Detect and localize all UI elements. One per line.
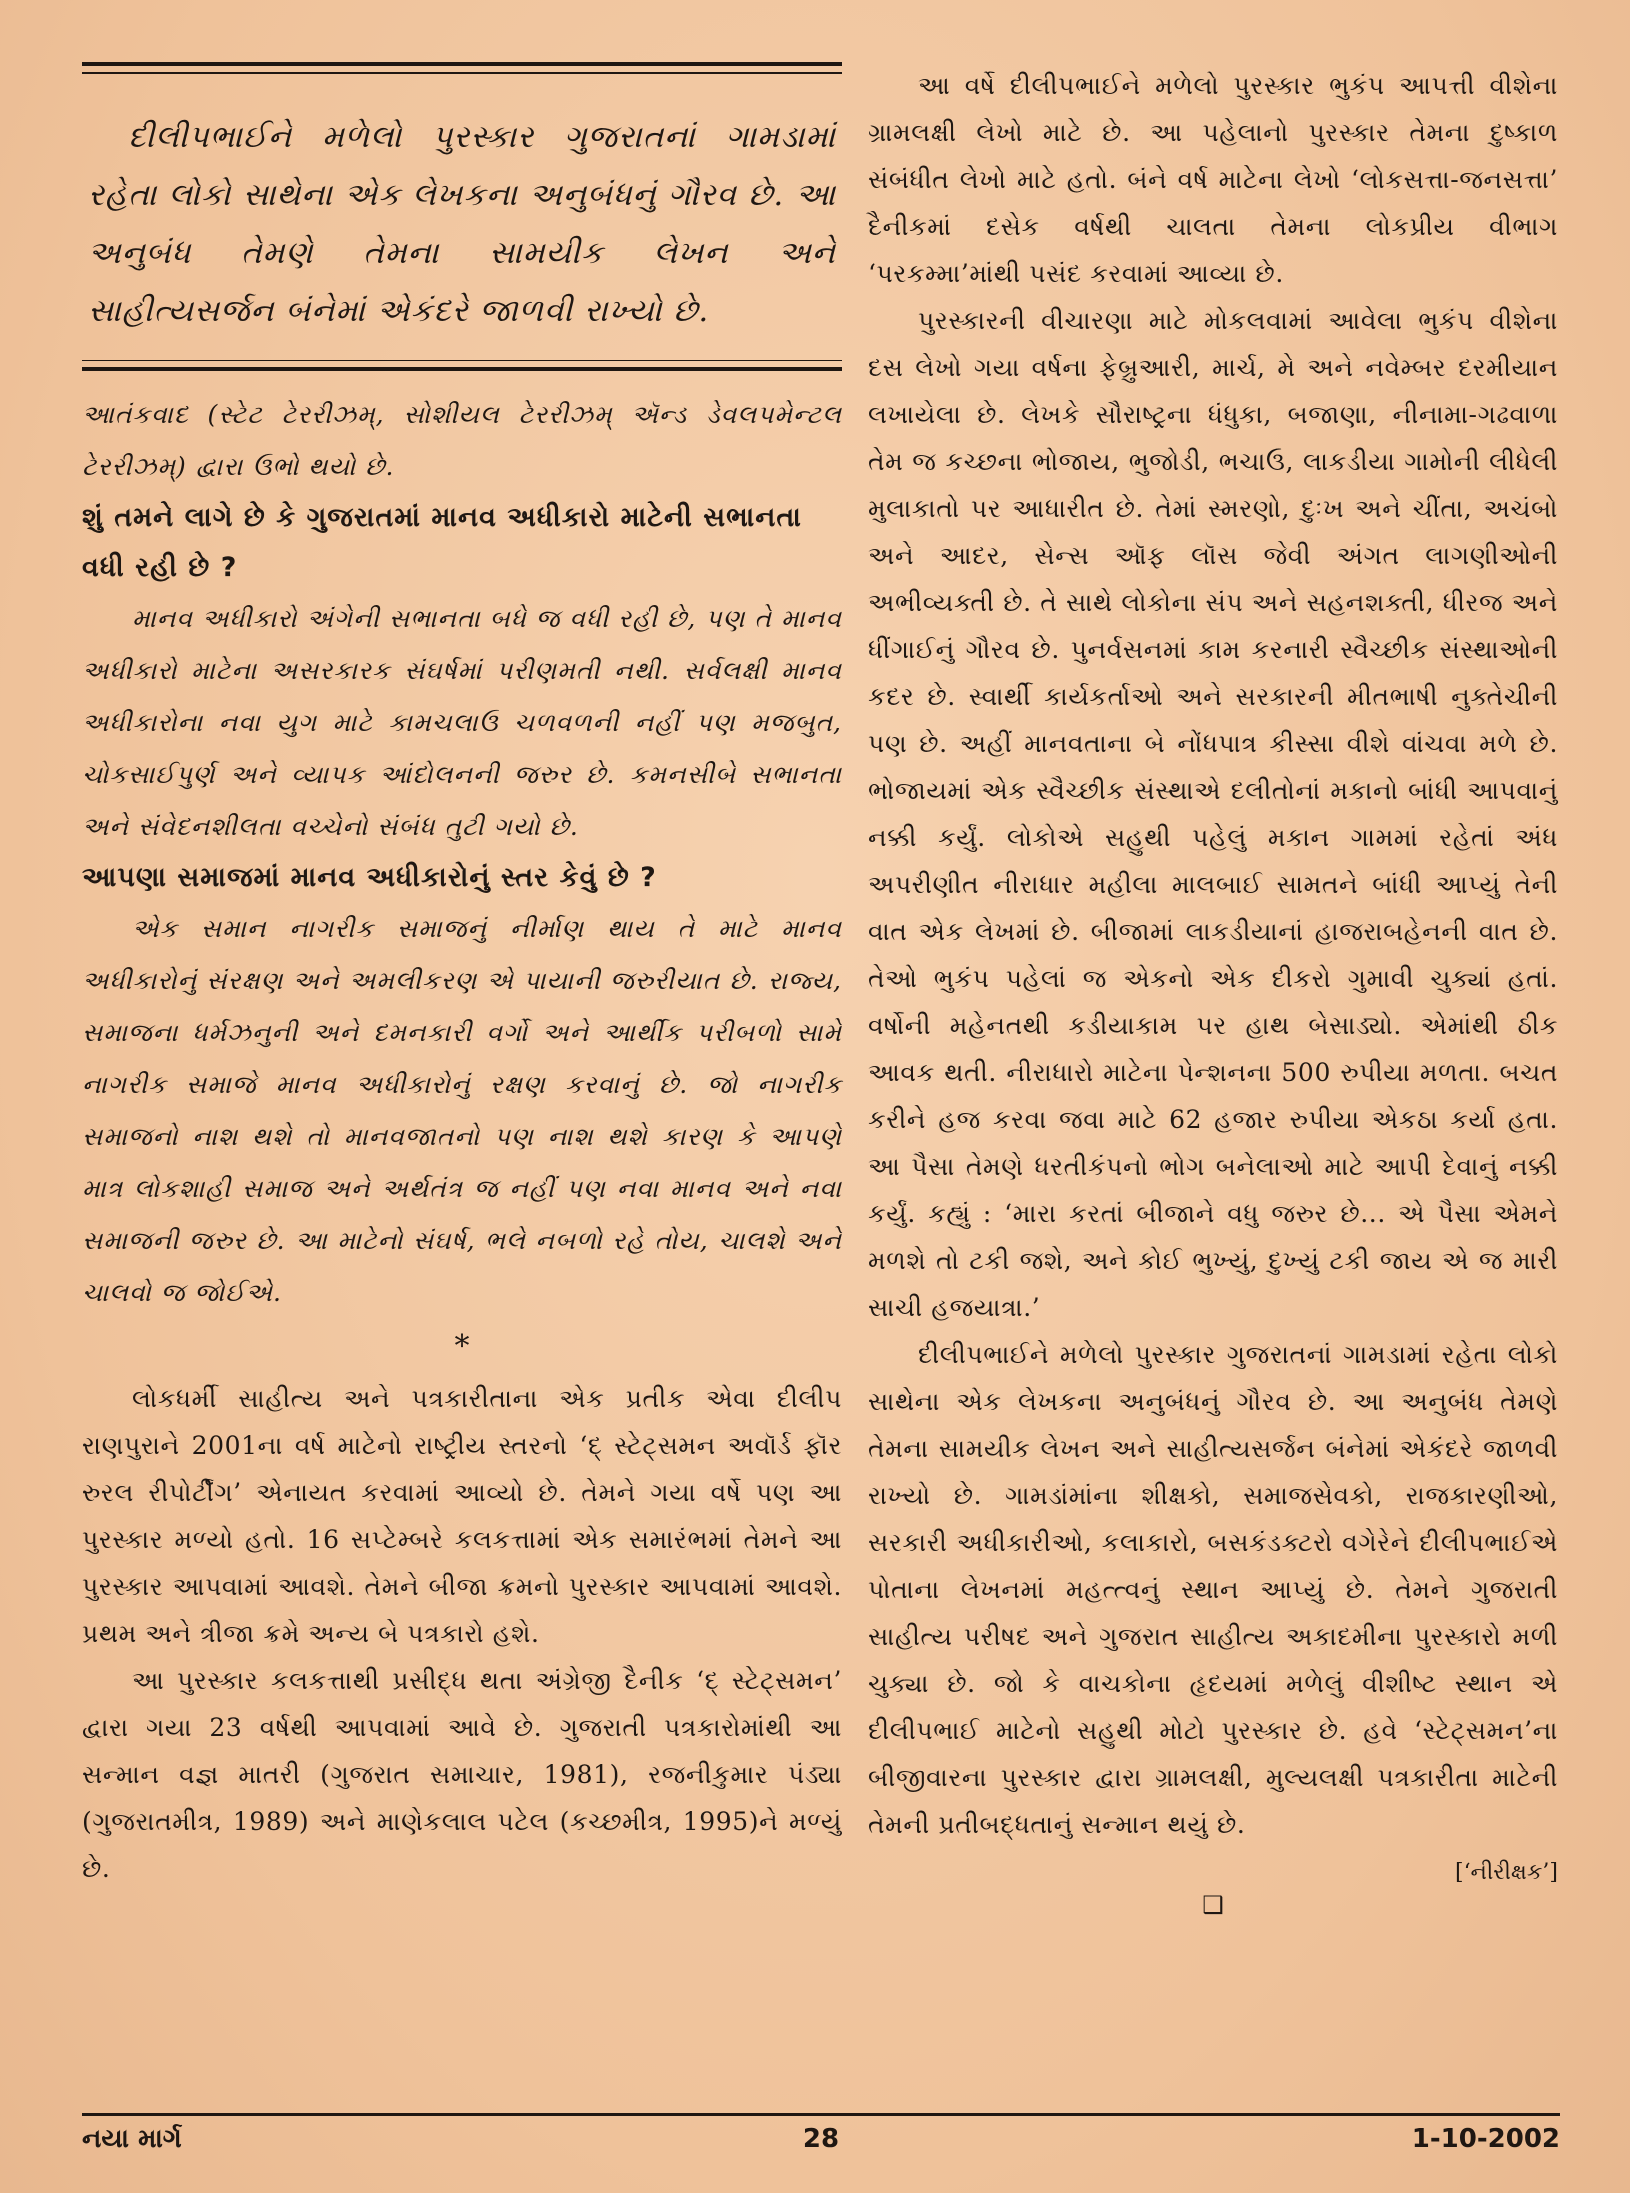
article-left-text <box>82 1375 842 1892</box>
pull-quote-text: દીલીપભાઈને મળેલો પુરસ્કાર ગુજરાતનાં ગામડામાં રહેતા લોકો સાથેના એક લેખકના અનુબંધનું ગૌરવ છે. આ અનુબંધ તેમણે તેમના સામયીક લેખન અને સાહીત્યસર્જન બંનેમાં એકંદરે જાળવી રાખ્યો છે. <box>88 118 836 329</box>
interview-answer-1: માનવ અધીકારો અંગેની સભાનતા બધે જ વધી રહી છે, પણ તે માનવ અધીકારો માટેના અસરકારક સંઘર્ષમાં પરીણમતી નથી. સર્વલક્ષી માનવ અધીકારોના નવા યુગ માટે કામચલાઉ ચળવળની નહીં પણ મજબુત, ચોકસાઈપુર્ણ અને વ્યાપક આંદોલનની જરુર છે. કમનસીબે સભાનતા અને સંવેદનશીલતા વચ્ચેનો સંબંધ તુટી ગયો છે. <box>82 604 842 841</box>
pull-quote-bottom-rule <box>82 367 842 371</box>
pull-quote-top-rule <box>82 62 842 66</box>
page-footer <box>82 2124 1560 2164</box>
article-paragraph-topic: આ વર્ષે દીલીપભાઈને મળેલો પુરસ્કાર ભુકંપ આપત્તી વીશેના ગ્રામલક્ષી લેખો માટે છે. આ પહેલાનો પુરસ્કાર તેમના દુષ્કાળ સંબંધીત લેખો માટે હતો. બંને વર્ષ માટેના લેખો ‘લોકસત્તા-જનસત્તા’ દૈનીકમાં દસેક વર્ષથી ચાલતા તેમના લોકપ્રીય વીભાગ ‘પરકમ્મા’માંથી પસંદ કરવામાં આવ્યા છે. <box>868 71 1558 288</box>
right-column <box>868 62 1558 1919</box>
footer-rule <box>82 2113 1560 2116</box>
source-credit: [‘નીરીક્ષક’] <box>1454 1860 1558 1885</box>
article-paragraph-tribute: દીલીપભાઈને મળેલો પુરસ્કાર ગુજરાતનાં ગામડામાં રહેતા લોકો સાથેના એક લેખકના અનુબંધનું ગૌરવ છે. આ અનુબંધ તેમણે તેમના સામયીક લેખન અને સાહીત્યસર્જન બંનેમાં એકંદરે જાળવી રાખ્યો છે. ગામડાંમાંના શીક્ષકો, સમાજસેવકો, રાજકારણીઓ, સરકારી અધીકારીઓ, કલાકારો, બસકંડક્ટરો વગેરેને દીલીપભાઈએ પોતાના લેખનમાં મહત્ત્વનું સ્થાન આપ્યું છે. તેમને ગુજરાતી સાહીત્ય પરીષદ અને ગુજરાત સાહીત્ય અકાદમીના પુરસ્કારો મળી ચુક્યા છે. જો કે વાચકોના હૃદયમાં મળેલું વીશીષ્ટ સ્થાન એ દીલીપભાઈ માટેનો સહુથી મોટો પુરસ્કાર છે. હવે ‘સ્ટેટ્સમન’ના બીજીવારના પુરસ્કાર દ્વારા ગ્રામલક્ષી, મુલ્યલક્ષી પત્રકારીતા માટેની તેમની પ્રતીબદ્ધતાનું સન્માન થયું છે. <box>868 1340 1558 1839</box>
magazine-name: નયા માર્ગ <box>82 2124 182 2154</box>
article-right-text <box>868 62 1558 1848</box>
article-paragraph-history: આ પુરસ્કાર કલકત્તાથી પ્રસીદ્ધ થતા અંગ્રેજી દૈનીક ‘દ્ સ્ટેટ્સમન’ દ્વારા ગયા 23 વર્ષથી આપવામાં આવે છે. ગુજરાતી પત્રકારોમાંથી આ સન્માન વજ્ઞ માતરી (ગુજરાત સમાચાર, 1981), રજનીકુમાર પંડ્યા (ગુજરાતમીત્ર, 1989) અને માણેકલાલ પટેલ (કચ્છમીત્ર, 1995)ને મળ્યું છે. <box>82 1666 842 1883</box>
section-separator: * <box>454 1329 470 1364</box>
page-number: 28 <box>802 2124 840 2154</box>
interview-answer-2: એક સમાન નાગરીક સમાજનું નીર્માણ થાય તે માટે માનવ અધીકારોનું સંરક્ષણ અને અમલીકરણ એ પાયાની જરુરીયાત છે. રાજ્ય, સમાજના ધર્મઝનુની અને દમનકારી વર્ગો અને આર્થીક પરીબળો સામે નાગરીક સમાજે માનવ અધીકારોનું રક્ષણ કરવાનું છે. જો નાગરીક સમાજનો નાશ થશે તો માનવજાતનો પણ નાશ થશે કારણ કે આપણે માત્ર લોકશાહી સમાજ અને અર્થતંત્ર જ નહીં પણ નવા માનવ અને નવા સમાજની જરુર છે. આ માટેનો સંઘર્ષ, ભલે નબળો રહે તોય, ચાલશે અને ચાલવો જ જોઈએ. <box>82 914 842 1307</box>
pull-quote <box>82 74 842 360</box>
issue-date: 1-10-2002 <box>1411 2124 1560 2154</box>
pull-quote-bottom-thin-rule <box>82 360 842 362</box>
interview-question-2: આપણા સમાજમાં માનવ અધીકારોનું સ્તર કેવું છે ? <box>82 862 657 893</box>
end-mark: ❑ <box>1202 1891 1224 1919</box>
interview-question-1: શું તમને લાગે છે કે ગુજરાતમાં માનવ અધીકારો માટેની સભાનતા વધી રહી છે ? <box>82 502 802 583</box>
article-paragraph-award: લોકધર્મી સાહીત્ય અને પત્રકારીતાના એક પ્રતીક એવા દીલીપ રાણપુરાને 2001ના વર્ષ માટેનો રાષ્ટ્રીય સ્તરનો ‘દ્ સ્ટેટ્સમન અવૉર્ડ ફૉર રુરલ રીપોર્ટીંગ’ એનાયત કરવામાં આવ્યો છે. તેમને ગયા વર્ષે પણ આ પુરસ્કાર મળ્યો હતો. 16 સપ્ટેમ્બરે કલકત્તામાં એક સમારંભમાં તેમને આ પુરસ્કાર આપવામાં આવશે. તેમને બીજા ક્રમનો પુરસ્કાર આપવામાં આવશે. પ્રથમ અને ત્રીજા ક્રમે અન્ય બે પત્રકારો હશે. <box>82 1384 842 1648</box>
article-paragraph-earthquake: પુરસ્કારની વીચારણા માટે મોકલવામાં આવેલા ભુકંપ વીશેના દસ લેખો ગયા વર્ષના ફેબ્રુઆરી, માર્ચ, મે અને નવેમ્બર દરમીયાન લખાયેલા છે. લેખકે સૌરાષ્ટ્રના ધંધુકા, બજાણા, નીનામા-ગઢવાળા તેમ જ કચ્છના ભોજાય, ભુજોડી, ભચાઉ, લાકડીયા ગામોની લીધેલી મુલાકાતો પર આધારીત છે. તેમાં સ્મરણો, દુઃખ અને ચીંતા, અચંબો અને આદર, સેન્સ ઑફ લૉસ જેવી અંગત લાગણીઓની અભીવ્યક્તી છે. તે સાથે લોકોના સંપ અને સહનશક્તી, ધીરજ અને ધીંગાઈનું ગૌરવ છે. પુનર્વસનમાં કામ કરનારી સ્વૈચ્છીક સંસ્થાઓની કદર છે. સ્વાર્થી કાર્યકર્તાઓ અને સરકારની મીતભાષી નુક્તેચીની પણ છે. અહીં માનવતાના બે નોંધપાત્ર કીસ્સા વીશે વાંચવા મળે છે. ભોજાયમાં એક સ્વૈચ્છીક સંસ્થાએ દલીતોનાં મકાનો બાંધી આપવાનું નક્કી કર્યું. લોકોએ સહુથી પહેલું મકાન ગામમાં રહેતાં અંધ અપરીણીત નીરાધાર મહીલા માલબાઈ સામતને બાંધી આપ્યું તેની વાત એક લેખમાં છે. બીજામાં લાકડીયાનાં હાજરાબહેનની વાત છે. તેઓ ભુકંપ પહેલાં જ એકનો એક દીકરો ગુમાવી ચુક્યાં હતાં. વર્ષોની મહેનતથી કડીયાકામ પર હાથ બેસાડ્યો. એમાંથી ઠીક આવક થતી. નીરાધારો માટેના પેન્શનના 500 રુપીયા મળતા. બચત કરીને હજ કરવા જવા માટે 62 હજાર રુપીયા એકઠા કર્યા હતા. આ પૈસા તેમણે ધરતીકંપનો ભોગ બનેલાઓ માટે આપી દેવાનું નક્કી કર્યું. કહ્યું : ‘મારા કરતાં બીજાને વધુ જરુર છે... એ પૈસા એમને મળશે તો ટકી જશે, અને કોઈ ભુખ્યું, દુખ્યું ટકી જાય એ જ મારી સાચી હજયાત્રા.’ <box>868 306 1558 1322</box>
interview-section <box>82 389 842 493</box>
interview-answer-1-block <box>82 593 842 853</box>
interview-answer-2-block <box>82 903 842 1319</box>
left-column <box>82 62 842 1892</box>
interview-intro-text: આતંકવાદ (સ્ટેટ ટેરરીઝમ્, સોશીયલ ટેરરીઝમ્ ઍન્ડ ડેવલપમેન્ટલ ટેરરીઝમ્) દ્વારા ઉભો થયો છે. <box>82 400 842 481</box>
